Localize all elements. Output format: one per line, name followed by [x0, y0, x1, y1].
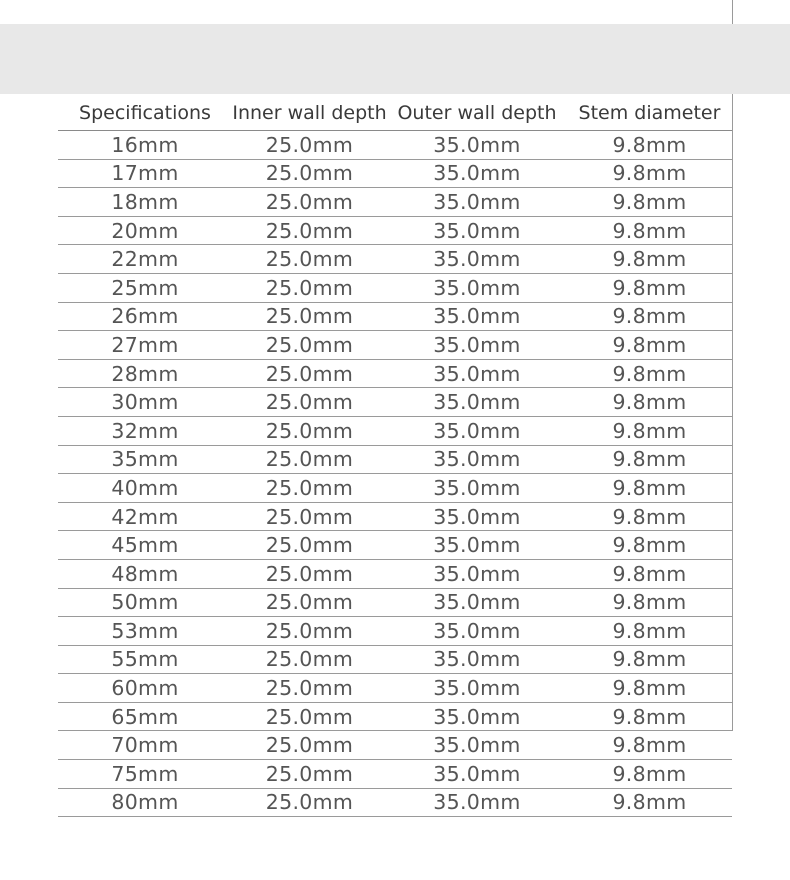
cell-inner-wall-depth: 25.0mm	[232, 617, 387, 646]
cell-outer-wall-depth: 35.0mm	[387, 159, 567, 188]
cell-stem-diameter: 9.8mm	[567, 559, 732, 588]
cell-specification: 53mm	[58, 617, 232, 646]
cell-stem-diameter: 9.8mm	[567, 273, 732, 302]
cell-specification: 30mm	[58, 388, 232, 417]
cell-stem-diameter: 9.8mm	[567, 159, 732, 188]
cell-specification: 75mm	[58, 760, 232, 789]
cell-stem-diameter: 9.8mm	[567, 617, 732, 646]
table-row	[58, 788, 732, 817]
column-header-specifications: Specifications	[58, 94, 232, 131]
cell-stem-diameter: 9.8mm	[567, 331, 732, 360]
table-row	[58, 302, 732, 331]
cell-outer-wall-depth: 35.0mm	[387, 131, 567, 160]
table-row	[58, 502, 732, 531]
column-header-inner-wall-depth: Inner wall depth	[232, 94, 387, 131]
cell-inner-wall-depth: 25.0mm	[232, 531, 387, 560]
cell-outer-wall-depth: 35.0mm	[387, 588, 567, 617]
table-row	[58, 331, 732, 360]
table-row	[58, 617, 732, 646]
cell-outer-wall-depth: 35.0mm	[387, 474, 567, 503]
cell-specification: 50mm	[58, 588, 232, 617]
cell-outer-wall-depth: 35.0mm	[387, 731, 567, 760]
table-row	[58, 188, 732, 217]
table-row	[58, 388, 732, 417]
cell-specification: 35mm	[58, 445, 232, 474]
cell-outer-wall-depth: 35.0mm	[387, 702, 567, 731]
cell-stem-diameter: 9.8mm	[567, 388, 732, 417]
table-row	[58, 588, 732, 617]
cell-stem-diameter: 9.8mm	[567, 788, 732, 817]
cell-stem-diameter: 9.8mm	[567, 474, 732, 503]
cell-specification: 45mm	[58, 531, 232, 560]
spec-table-container	[58, 94, 732, 817]
cell-inner-wall-depth: 25.0mm	[232, 502, 387, 531]
cell-specification: 65mm	[58, 702, 232, 731]
cell-specification: 25mm	[58, 273, 232, 302]
cell-specification: 32mm	[58, 416, 232, 445]
cell-specification: 48mm	[58, 559, 232, 588]
cell-inner-wall-depth: 25.0mm	[232, 645, 387, 674]
cell-specification: 55mm	[58, 645, 232, 674]
cell-inner-wall-depth: 25.0mm	[232, 359, 387, 388]
table-body	[58, 131, 732, 817]
cell-specification: 27mm	[58, 331, 232, 360]
table-row	[58, 359, 732, 388]
cell-stem-diameter: 9.8mm	[567, 502, 732, 531]
cell-outer-wall-depth: 35.0mm	[387, 645, 567, 674]
cell-stem-diameter: 9.8mm	[567, 302, 732, 331]
cell-stem-diameter: 9.8mm	[567, 731, 732, 760]
top-divider-line	[732, 0, 733, 24]
cell-outer-wall-depth: 35.0mm	[387, 788, 567, 817]
table-row	[58, 702, 732, 731]
column-header-outer-wall-depth: Outer wall depth	[387, 94, 567, 131]
cell-inner-wall-depth: 25.0mm	[232, 788, 387, 817]
table-row	[58, 645, 732, 674]
cell-outer-wall-depth: 35.0mm	[387, 245, 567, 274]
cell-outer-wall-depth: 35.0mm	[387, 359, 567, 388]
cell-inner-wall-depth: 25.0mm	[232, 760, 387, 789]
table-header-row	[58, 94, 732, 131]
table-row	[58, 445, 732, 474]
cell-outer-wall-depth: 35.0mm	[387, 502, 567, 531]
cell-inner-wall-depth: 25.0mm	[232, 388, 387, 417]
cell-stem-diameter: 9.8mm	[567, 131, 732, 160]
cell-stem-diameter: 9.8mm	[567, 245, 732, 274]
cell-specification: 17mm	[58, 159, 232, 188]
table-row	[58, 674, 732, 703]
table-row	[58, 559, 732, 588]
cell-specification: 42mm	[58, 502, 232, 531]
cell-outer-wall-depth: 35.0mm	[387, 416, 567, 445]
cell-outer-wall-depth: 35.0mm	[387, 760, 567, 789]
table-row	[58, 474, 732, 503]
cell-inner-wall-depth: 25.0mm	[232, 702, 387, 731]
cell-stem-diameter: 9.8mm	[567, 188, 732, 217]
column-header-stem-diameter: Stem diameter	[567, 94, 732, 131]
cell-inner-wall-depth: 25.0mm	[232, 273, 387, 302]
cell-outer-wall-depth: 35.0mm	[387, 674, 567, 703]
cell-outer-wall-depth: 35.0mm	[387, 331, 567, 360]
cell-specification: 20mm	[58, 216, 232, 245]
cell-stem-diameter: 9.8mm	[567, 531, 732, 560]
cell-inner-wall-depth: 25.0mm	[232, 331, 387, 360]
cell-stem-diameter: 9.8mm	[567, 760, 732, 789]
table-row	[58, 245, 732, 274]
table-row	[58, 216, 732, 245]
cell-stem-diameter: 9.8mm	[567, 674, 732, 703]
cell-outer-wall-depth: 35.0mm	[387, 273, 567, 302]
cell-inner-wall-depth: 25.0mm	[232, 245, 387, 274]
cell-specification: 40mm	[58, 474, 232, 503]
cell-inner-wall-depth: 25.0mm	[232, 416, 387, 445]
cell-specification: 28mm	[58, 359, 232, 388]
cell-stem-diameter: 9.8mm	[567, 216, 732, 245]
cell-outer-wall-depth: 35.0mm	[387, 617, 567, 646]
cell-outer-wall-depth: 35.0mm	[387, 559, 567, 588]
cell-specification: 80mm	[58, 788, 232, 817]
table-row	[58, 131, 732, 160]
cell-outer-wall-depth: 35.0mm	[387, 216, 567, 245]
cell-inner-wall-depth: 25.0mm	[232, 159, 387, 188]
cell-outer-wall-depth: 35.0mm	[387, 445, 567, 474]
cell-outer-wall-depth: 35.0mm	[387, 188, 567, 217]
cell-specification: 16mm	[58, 131, 232, 160]
spec-table	[58, 94, 732, 817]
cell-stem-diameter: 9.8mm	[567, 416, 732, 445]
cell-inner-wall-depth: 25.0mm	[232, 559, 387, 588]
cell-outer-wall-depth: 35.0mm	[387, 302, 567, 331]
cell-inner-wall-depth: 25.0mm	[232, 302, 387, 331]
cell-stem-diameter: 9.8mm	[567, 588, 732, 617]
cell-stem-diameter: 9.8mm	[567, 645, 732, 674]
cell-specification: 18mm	[58, 188, 232, 217]
cell-inner-wall-depth: 25.0mm	[232, 131, 387, 160]
table-row	[58, 731, 732, 760]
cell-stem-diameter: 9.8mm	[567, 702, 732, 731]
cell-stem-diameter: 9.8mm	[567, 445, 732, 474]
cell-inner-wall-depth: 25.0mm	[232, 731, 387, 760]
cell-stem-diameter: 9.8mm	[567, 359, 732, 388]
table-row	[58, 159, 732, 188]
cell-inner-wall-depth: 25.0mm	[232, 445, 387, 474]
cell-specification: 22mm	[58, 245, 232, 274]
cell-inner-wall-depth: 25.0mm	[232, 588, 387, 617]
table-right-border	[732, 94, 733, 731]
cell-inner-wall-depth: 25.0mm	[232, 216, 387, 245]
table-row	[58, 760, 732, 789]
cell-inner-wall-depth: 25.0mm	[232, 674, 387, 703]
cell-outer-wall-depth: 35.0mm	[387, 388, 567, 417]
cell-inner-wall-depth: 25.0mm	[232, 188, 387, 217]
cell-outer-wall-depth: 35.0mm	[387, 531, 567, 560]
table-row	[58, 531, 732, 560]
cell-specification: 70mm	[58, 731, 232, 760]
cell-specification: 26mm	[58, 302, 232, 331]
cell-specification: 60mm	[58, 674, 232, 703]
cell-inner-wall-depth: 25.0mm	[232, 474, 387, 503]
header-banner	[0, 24, 790, 94]
table-row	[58, 416, 732, 445]
table-row	[58, 273, 732, 302]
